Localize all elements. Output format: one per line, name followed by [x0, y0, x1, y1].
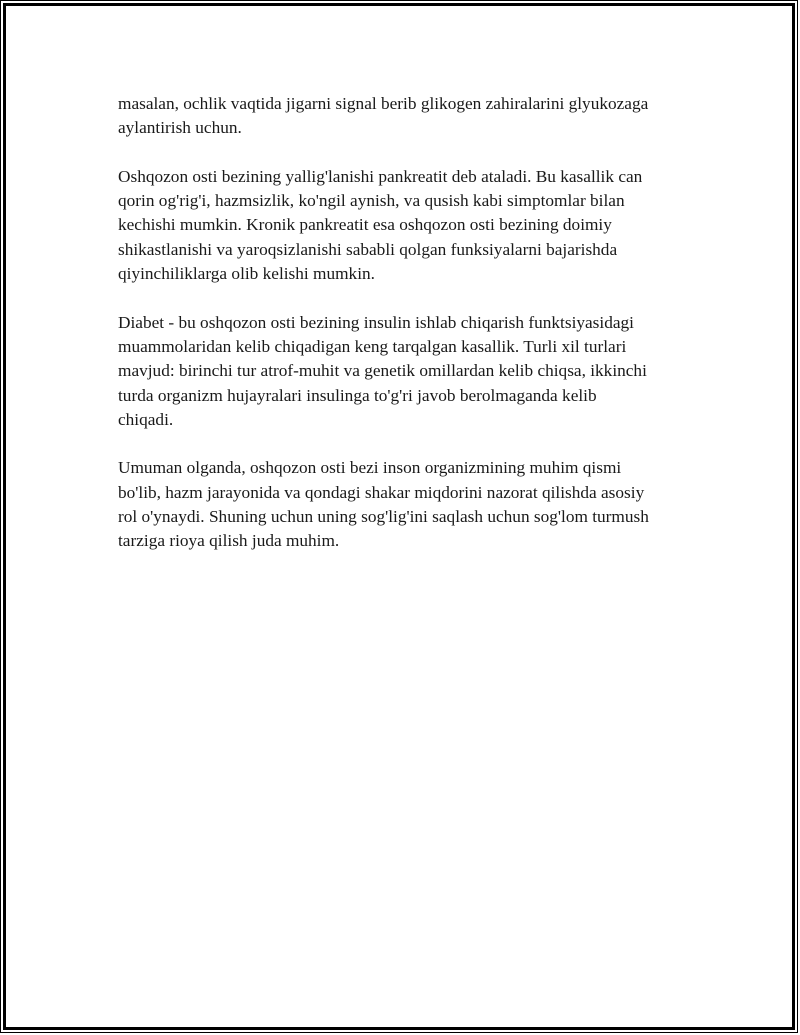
paragraph-3: Diabet - bu oshqozon osti bezining insulin ishlab chiqarish funktsiyasidagi muammolaridan kelib chiqadigan keng tarqalgan kasallik. Turli xil turlari mavjud: birinchi tur atrof-muhit va genetik omillardan kelib chiqsa, ikkinchi turda organizm hujayralari insulinga to'g'ri javob berolmaganda kelib chiqadi. — [118, 312, 647, 429]
paragraph-2: Oshqozon osti bezining yallig'lanishi pankreatit deb ataladi. Bu kasallik can qorin og'rig'i, hazmsizlik, ko'ngil aynish, va qusish kabi simptomlar bilan kechishi mumkin. Kronik pankreatit esa oshqozon osti bezining doimiy shikastlanishi va yaroqsizlanishi sababli qolgan funksiyalarni bajarishda qiyinchiliklarga olib kelishi mumkin. — [118, 166, 643, 284]
paragraph-4: Umuman olganda, oshqozon osti bezi inson organizmining muhim qismi bo'lib, hazm jarayonida va qondagi shakar miqdorini nazorat qilishda asosiy rol o'ynaydi. Shuning uchun uning sog'lig'ini saqlash uchun sog'lom turmush tarziga rioya qilish juda muhim. — [118, 458, 649, 551]
document-body — [118, 92, 698, 578]
paragraph-1: masalan, ochlik vaqtida jigarni signal berib glikogen zahiralarini glyukozaga aylantirish uchun. — [118, 94, 649, 138]
